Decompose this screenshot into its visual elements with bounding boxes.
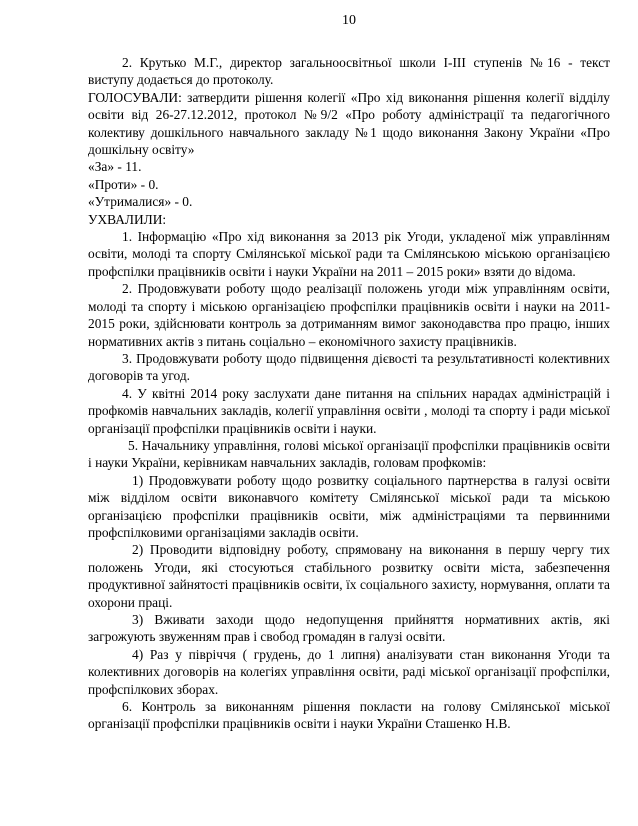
voted-paragraph: ГОЛОСУВАЛИ: затвердити рішення колегії «Про хід виконання рішення колегії відділу освіти від 26-27.12.2012, протокол №9/2 «Про роботу адміністрації та педагогічного колективу дошкільного навчального закладу №1 щодо виконання Закону України «Про дошкільну освіту»	[88, 89, 610, 158]
page-content	[88, 54, 610, 733]
decision-item-3: 3. Продовжувати роботу щодо підвищення дієвості та результативності колективних договорів та угод.	[88, 350, 610, 384]
decided-heading: УХВАЛИЛИ:	[88, 211, 167, 227]
speaker-paragraph: 2. Крутько М.Г., директор загальноосвітньої школи І-ІІІ ступенів №16 - текст виступу додається до протоколу.	[88, 55, 610, 88]
votes-against: «Проти» - 0.	[88, 176, 159, 192]
decision-item-4: 4. У квітні 2014 року заслухати дане питання на спільних нарадах адміністрацій і профкомів навчальних закладів, колегії управління освіти , молоді та спорту і ради міської організації профспілки працівників освіти і науки.	[88, 385, 610, 436]
decision-item-5: 5. Начальнику управління, голові міської організації профспілки працівників освіти і науки України, керівникам навчальних закладів, головам профкомів:	[88, 437, 610, 471]
decision-item-2: 2. Продовжувати роботу щодо реалізації положень угоди між управлінням освіти, молоді та спорту і міською організацією профспілки працівників освіти і науки на 2011-2015 роки, здійснювати контроль за дотриманням вимог законодавства про працю, інших нормативних актів з питань соціально – економічного захисту працівників.	[88, 281, 610, 349]
decision-item-5-4: 4) Раз у півріччя ( грудень, до 1 липня) аналізувати стан виконання Угоди та колективних договорів на колегіях управління освіти, раді міської організації профспілки, профспілкових зборах.	[88, 646, 610, 697]
votes-for: «За» - 11.	[88, 159, 142, 175]
decision-item-1: 1. Інформацію «Про хід виконання за 2013 рік Угоди, укладеної між управлінням освіти, молоді та спорту Смілянської міської ради та Смілянською міською організацією профспілки працівників освіти і науки України на 2011 – 2015 роки» взяти до відома.	[88, 229, 610, 279]
decision-item-5-3: 3) Вживати заходи щодо недопущення прийняття нормативних актів, які загрожують звуженням прав і свобод громадян в галузі освіти.	[88, 612, 610, 645]
decision-item-5-1: 1) Продовжувати роботу щодо розвитку соціального партнерства в галузі освіти між відділом освіти виконавчого комітету Смілянської міської ради та міською організацією профспілки працівників освіти, між адміністраціями та первинними профспілковими організаціями закладів освіти.	[88, 472, 610, 540]
votes-abstained: «Утрималися» - 0.	[88, 194, 193, 210]
decision-item-6: 6. Контроль за виконанням рішення покласти на голову Смілянської міської організації профспілки працівників освіти і науки України Сташенко Н.В.	[88, 699, 610, 732]
decision-item-5-2: 2) Проводити відповідну роботу, спрямовану на виконання в першу чергу тих положень Угоди, які стосуються стабільного розвитку освіти міста, забезпечення продуктивної зайнятості працівників освіти, їх соціального захисту, нормування, оплати та охорони праці.	[88, 542, 610, 610]
page-number: 10	[342, 13, 356, 28]
